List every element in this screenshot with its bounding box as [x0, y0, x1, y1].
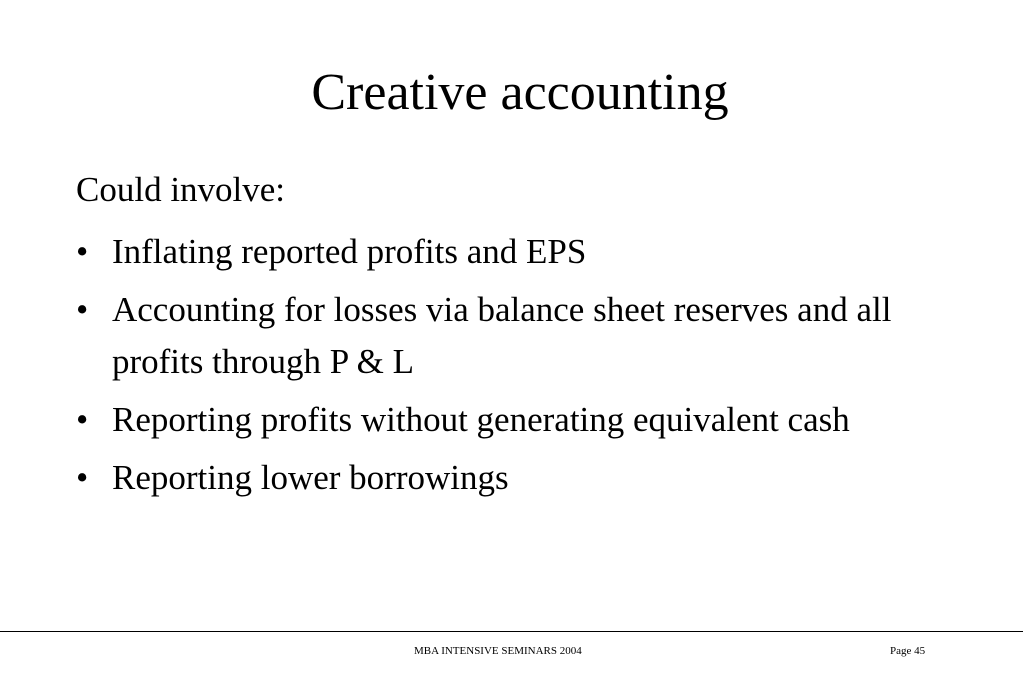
bullet-text: Reporting lower borrowings: [112, 458, 509, 497]
bullet-icon: •: [76, 290, 89, 329]
slide-title: Creative accounting: [311, 64, 729, 121]
bullet-text: Accounting for losses via balance sheet reserves and all profits through P & L: [112, 290, 892, 381]
page-number: Page 45: [890, 645, 926, 657]
bullet-icon: •: [76, 232, 89, 271]
bullet-item: [76, 226, 926, 278]
intro-text: Could involve:: [76, 170, 286, 209]
bullet-icon: •: [76, 458, 89, 497]
bullet-list: [76, 226, 926, 510]
footer-divider: [0, 631, 1023, 632]
bullet-item: [76, 284, 926, 388]
bullet-item: [76, 394, 926, 446]
footer-seminar-label: MBA INTENSIVE SEMINARS 2004: [414, 645, 582, 657]
bullet-text: Reporting profits without generating equivalent cash: [112, 400, 850, 439]
bullet-icon: •: [76, 400, 89, 439]
bullet-item: [76, 452, 926, 504]
bullet-text: Inflating reported profits and EPS: [112, 232, 587, 271]
